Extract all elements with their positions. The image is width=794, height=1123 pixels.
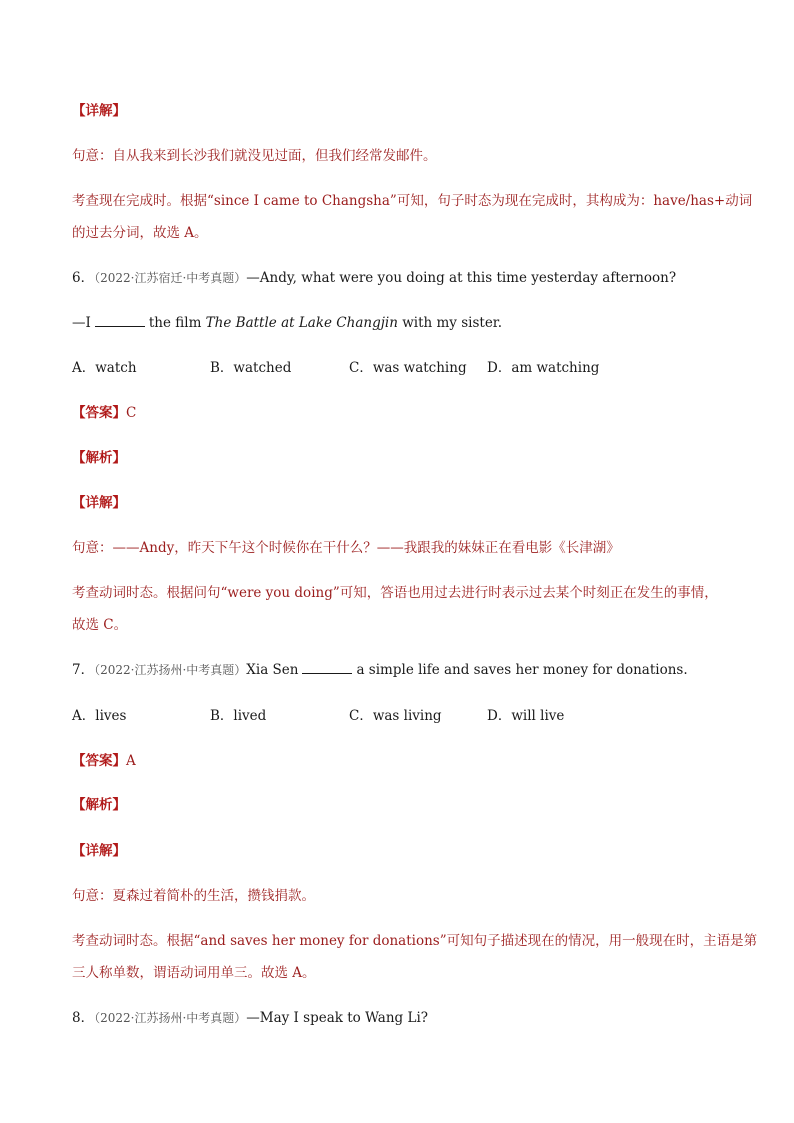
q7-answer-value: A (126, 753, 136, 769)
q7-stem-post: a simple life and saves her money for donations. (356, 662, 688, 678)
q7-explanation-line2: 三人称单数，谓语动词用单三。故选 A。 (72, 965, 316, 981)
q8-number: 8． (72, 1010, 95, 1026)
q8-source: （2022·江苏扬州·中考真题） (94, 1011, 247, 1025)
q7-option-c: C．was living (349, 708, 442, 724)
q5-detail-tag: 【详解】 (72, 103, 126, 119)
q6-reply-pre: —I (72, 315, 91, 331)
q7-meaning: 句意：夏森过着简朴的生活，攒钱捐款。 (72, 888, 315, 904)
q6-answer-value: C (126, 405, 137, 421)
q6-explanation-line2: 故选 C。 (72, 617, 128, 633)
q6-option-a: A．watch (72, 360, 137, 376)
q6-detail-tag: 【详解】 (72, 495, 126, 511)
q6-number: 6． (72, 270, 95, 286)
q7-number: 7． (72, 662, 95, 678)
q6-reply (72, 313, 502, 333)
q7-detail-tag: 【详解】 (72, 843, 126, 859)
q6-film-title: The Battle at Lake Changjin (205, 315, 398, 331)
q7-analysis-tag: 【解析】 (72, 797, 126, 813)
q8-question: —May I speak to Wang Li? (246, 1010, 429, 1026)
q5-meaning: 句意：自从我来到长沙我们就没见过面，但我们经常发邮件。 (72, 148, 437, 164)
q6-reply-post: with my sister. (402, 315, 503, 331)
q7-option-b: B．lived (210, 708, 267, 724)
q7-option-a: A．lives (72, 708, 127, 724)
q6-answer (72, 403, 136, 423)
q6-option-b: B．watched (210, 360, 292, 376)
q6-explanation-line1: 考查动词时态。根据问句“were you doing”可知，答语也用过去进行时表示过去某个时刻正在发生的事情， (72, 585, 718, 601)
q6-question: —Andy, what were you doing at this time yesterday afternoon? (246, 270, 677, 286)
q8-stem (72, 1008, 428, 1028)
q6-option-d: D．am watching (487, 360, 600, 376)
q7-source: （2022·江苏扬州·中考真题） (94, 663, 247, 677)
q6-option-c: C．was watching (349, 360, 467, 376)
q6-answer-tag: 【答案】 (72, 405, 126, 421)
q7-answer (72, 751, 136, 771)
q7-stem (72, 660, 688, 680)
answer-blank (95, 314, 145, 327)
q5-explanation-line2: 的过去分词，故选 A。 (72, 225, 208, 241)
q6-stem (72, 268, 676, 288)
q6-reply-mid: the film (148, 315, 202, 331)
q7-stem-pre: Xia Sen (246, 662, 299, 678)
q6-analysis-tag: 【解析】 (72, 450, 126, 466)
q7-answer-tag: 【答案】 (72, 753, 126, 769)
q6-meaning: 句意：——Andy，昨天下午这个时候你在干什么？——我跟我的妹妹正在看电影《长津湖》 (72, 540, 620, 556)
q7-option-d: D．will live (487, 708, 565, 724)
q6-source: （2022·江苏宿迁·中考真题） (94, 271, 247, 285)
answer-blank (302, 661, 352, 674)
q5-explanation-line1: 考查现在完成时。根据“since I came to Changsha”可知，句子时态为现在完成时，其构成为：have/has+动词 (72, 193, 753, 209)
q7-explanation-line1: 考查动词时态。根据“and saves her money for donations”可知句子描述现在的情况，用一般现在时，主语是第 (72, 933, 758, 949)
